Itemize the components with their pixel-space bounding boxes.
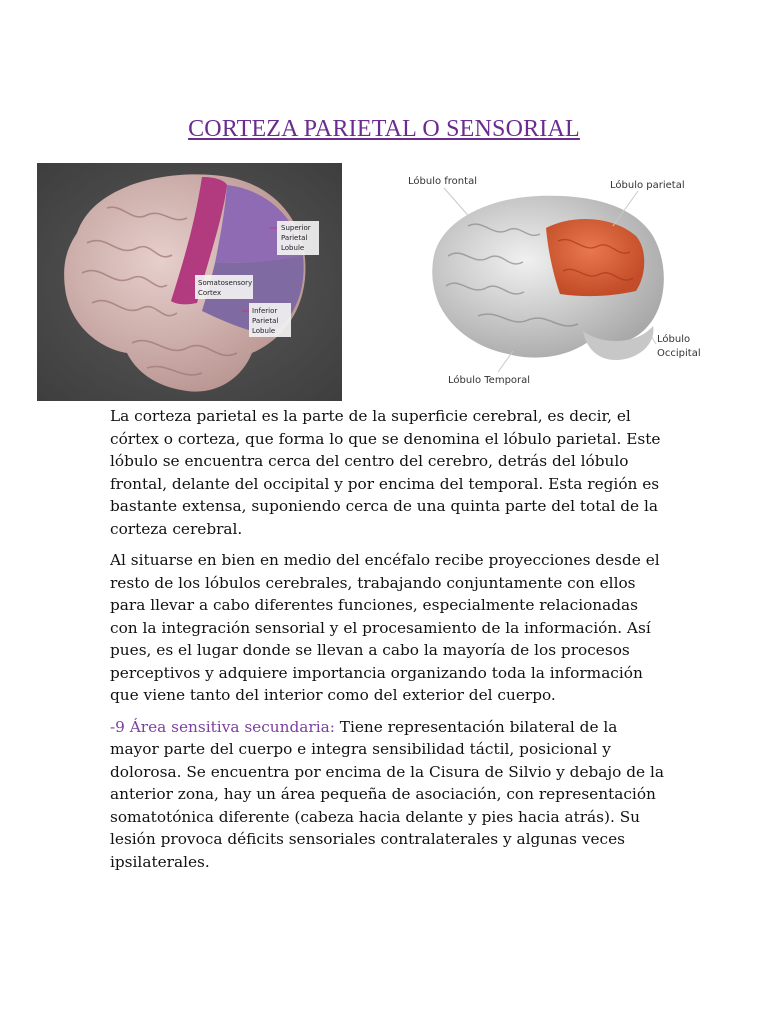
label-superior-1: Superior <box>281 224 311 232</box>
brain-lobes-figure <box>398 166 728 394</box>
label-inferior-1: Inferior <box>252 307 278 315</box>
label-somato-2: Cortex <box>198 289 222 297</box>
paragraph-2: Al situarse en bien en medio del encéfalo recibe proyecciones desde el resto de los lóbulos cerebrales, trabajando conjuntamente con ellos para llevar a cabo diferentes funciones, especialmente relacionadas con la integración sensorial y el procesamiento de la información. Así pues, es el lugar donde se llevan a cabo la mayoría de los procesos perceptivos y adquiere importancia organizando toda la información que viene tanto del interior como del exterior del cuerpo. <box>110 551 660 704</box>
label-frontal: Lóbulo frontal <box>408 176 477 187</box>
section-paragraph <box>110 716 666 874</box>
page-title: CORTEZA PARIETAL O SENSORIAL <box>188 116 580 142</box>
label-parietal: Lóbulo parietal <box>610 180 685 191</box>
paragraph-1: La corteza parietal es la parte de la superficie cerebral, es decir, el córtex o corteza, que forma lo que se denomina el lóbulo parietal. Este lóbulo se encuentra cerca del centro del cerebro, detrás del lóbulo frontal, delante del occipital y por encima del temporal. Esta región es bastante extensa, suponiendo cerca de una quinta parte del total de la corteza cerebral. <box>110 407 661 538</box>
label-superior-2: Parietal <box>281 234 308 242</box>
label-occipital-2: Occipital <box>657 348 701 359</box>
label-somato-1: Somatosensory <box>198 279 253 287</box>
label-inferior-3: Lobule <box>252 327 276 335</box>
brain-lateral-figure <box>37 163 342 401</box>
section-heading: -9 Área sensitiva secundaria: <box>110 717 335 736</box>
section-text: Tiene representación bilateral de la mayor parte del cuerpo e integra sensibilidad táctil, posicional y dolorosa. Se encuentra por encima de la Cisura de Silvio y debajo de la anterior zona, hay un área pequeña de asociación, con representación somatotónica diferente (cabeza hacia delante y pies hacia atrás). Su lesión provoca déficits sensoriales contralaterales y algunas veces ipsilaterales. <box>110 717 664 871</box>
body-text <box>110 405 666 882</box>
label-inferior-2: Parietal <box>252 317 279 325</box>
label-temporal: Lóbulo Temporal <box>448 375 531 386</box>
label-superior-3: Lobule <box>281 244 305 252</box>
label-occipital-1: Lóbulo <box>657 334 691 345</box>
